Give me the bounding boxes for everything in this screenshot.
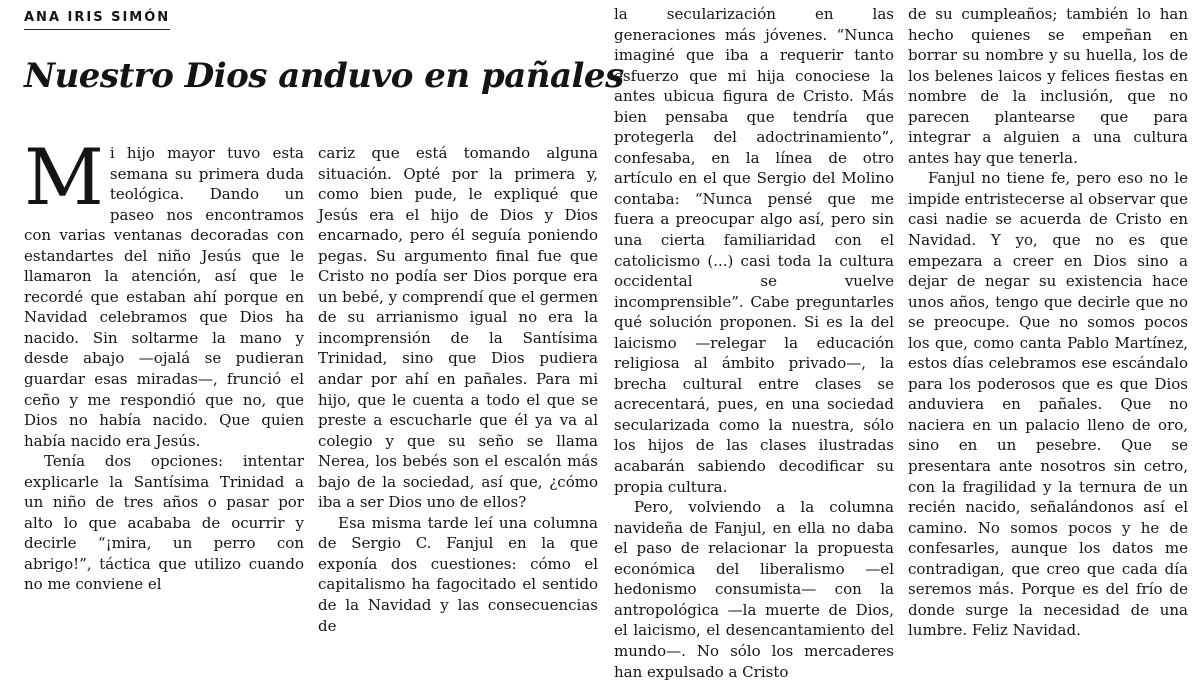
paragraph-text: i hijo mayor tuvo esta semana su primera duda teológica. Dando un paseo nos encontramos con varias ventanas decoradas con estandartes del niño Jesús que le llamaron la atención, así que le recordé que estaban ahí porque en Navidad celebramos que Dios ha nacido. Sin soltarme la mano y desde abajo —ojalá se pudieran guardar esas miradas—, frunció el ceño y me respondió que no, que Dios no había nacido. Que quien había nacido era Jesús. [24,144,304,450]
paragraph [24,133,304,451]
paragraph: de su cumpleaños; también lo han hecho quienes se empeñan en borrar su nombre y su huella, los de los belenes laicos y felices fiestas en nombre de la inclusión, que no parecen plantearse que para integrar a alguien a una cultura antes hay que tenerla. [908,5,1188,167]
paragraph: Fanjul no tiene fe, pero eso no le impide entristecerse al observar que casi nadie se acuerda de Cristo en Navidad. Y yo, que no es que empezara a creer en Dios sino a dejar de negar su existencia hace unos años, tengo que decirle que no se preocupe. Que no somos pocos los que, como canta Pablo Martínez, estos días celebramos ese escándalo para los poderosos que es que Dios anduviera en pañales. Que no naciera en un palacio lleno de oro, sino en un pesebre. Que se presentara ante nosotros sin cetro, con la fragilidad y la ternura de un recién nacido, señalándonos así el camino. No somos pocos y he de confesarles, aunque los datos me contradigan, que creo que cada día seremos más. Porque es del frío de donde surge la necesidad de una lumbre. Feliz Navidad. [908,169,1188,640]
article-column-1 [24,133,304,594]
paragraph: Esa misma tarde leí una columna de Sergio C. Fanjul en la que exponía dos cuestiones: cómo el capitalismo ha fagocitado el sentido de la Navidad y las consecuencias de [318,513,598,635]
paragraph: Pero, volviendo a la columna navideña de Fanjul, en ella no daba el paso de relacionar la propuesta económica del liberalismo —el hedonismo consumista— con la antropológica —la muerte de Dios, el laicismo, el desencantamiento del mundo—. No sólo los mercaderes han expulsado a Cristo [614,498,894,681]
article-column-2 [318,143,598,635]
author-byline: ANA IRIS SIMÓN [24,10,170,30]
article-column-4 [908,4,1188,640]
paragraph: Tenía dos opciones: intentar explicarle la Santísima Trinidad a un niño de tres años o pasar por alto lo que acababa de ocurrir y decirle “¡mira, un perro con abrigo!”, táctica que utilizo cuando no me conviene el [24,452,304,594]
article-column-3 [614,4,894,681]
drop-cap: M [24,133,104,223]
paragraph: cariz que está tomando alguna situación. Opté por la primera y, como bien pude, le expliqué que Jesús era el hijo de Dios y Dios encarnado, pero él seguía poniendo pegas. Su argumento final fue que Cristo no podía ser Dios porque era un bebé, y comprendí que el germen de su arrianismo igual no era la incomprensión de la Santísima Trinidad, sino que Dios pudiera andar por ahí en pañales. Para mi hijo, que le cuenta a todo el que se preste a escucharle que él ya va al colegio y que su seño se llama Nerea, los bebés son el escalón más bajo de la sociedad, así que, ¿cómo iba a ser Dios uno de ellos? [318,144,598,512]
article-headline: Nuestro Dios anduvo en pañales [24,56,624,96]
paragraph: la secularización en las generaciones más jóvenes. “Nunca imaginé que iba a requerir tanto esfuerzo que mi hija conociese la antes ubicua figura de Cristo. Más bien pensaba que tendría que protegerla del adoctrinamiento”, confesaba, en la línea de otro artículo en el que Sergio del Molino contaba: “Nunca pensé que me fuera a preocupar algo así, pero sin una cierta familiaridad con el catolicismo (...) casi toda la cultura occidental se vuelve incomprensible”. Cabe preguntarles qué solución proponen. Si es la del laicismo —relegar la educación religiosa al ámbito privado—, la brecha cultural entre clases se acrecentará, pues, en una sociedad secularizada como la nuestra, sólo los hijos de las clases ilustradas acabarán sabiendo decodificar su propia cultura. [614,5,894,496]
